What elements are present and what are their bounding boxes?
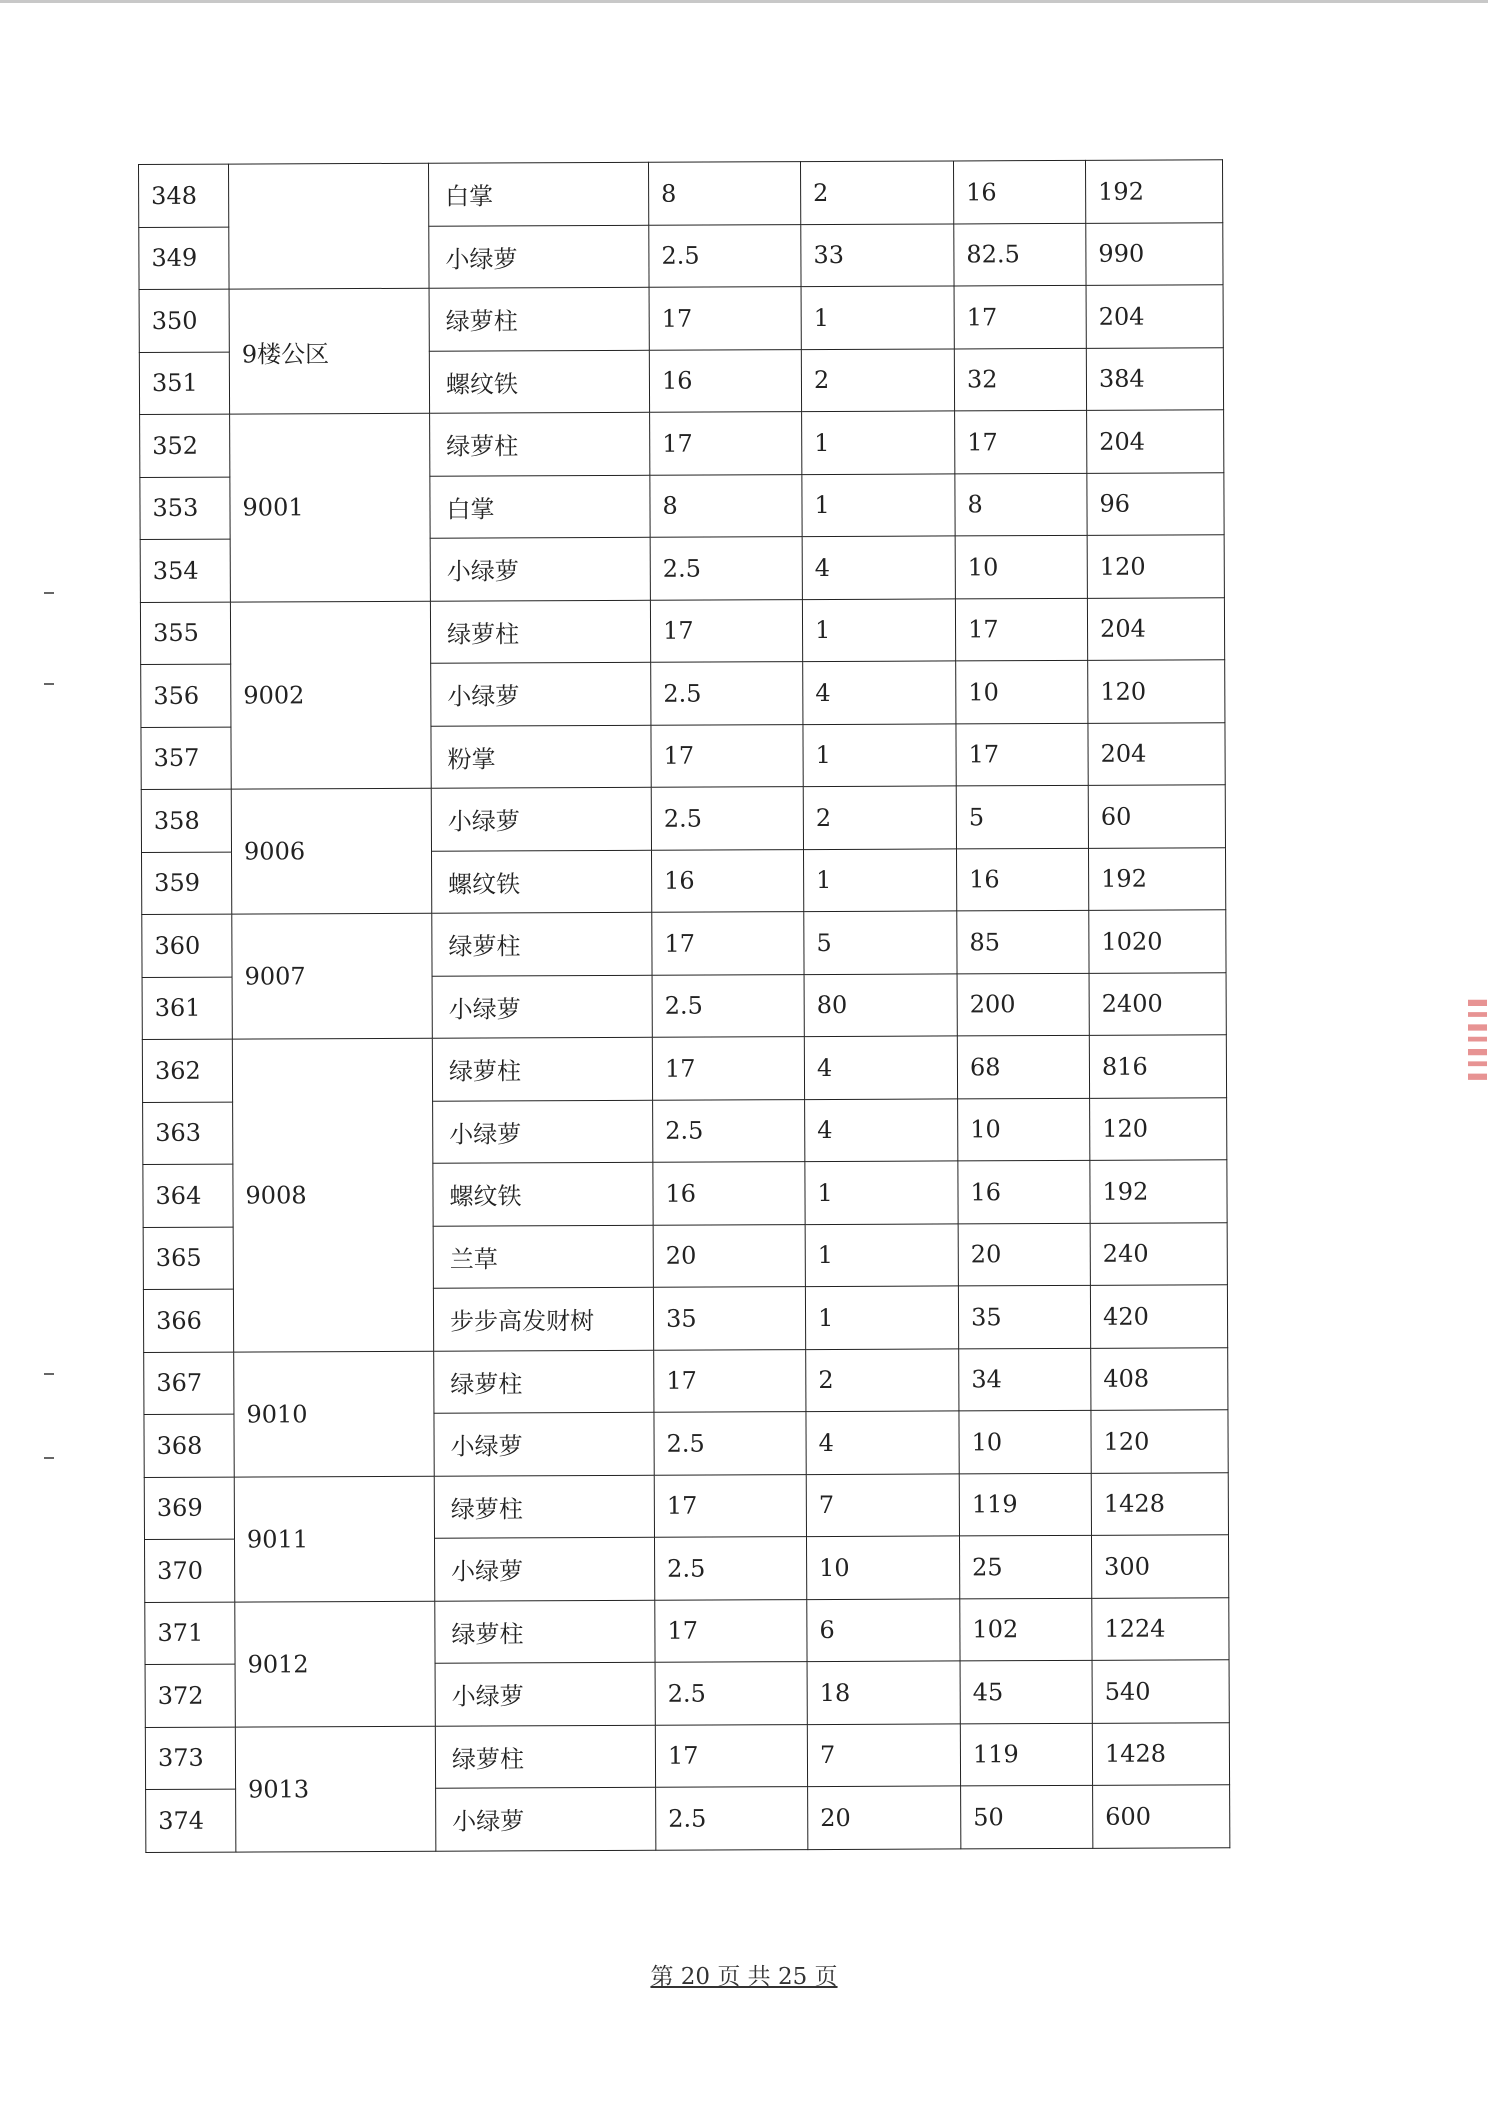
quantity-cell: 10 [806,1536,959,1599]
table-row [142,1035,1226,1102]
subtotal-cell: 85 [957,910,1089,973]
unit-price-cell: 17 [650,412,802,475]
quantity-cell: 4 [802,536,955,599]
subtotal-cell: 25 [959,1535,1091,1598]
row-number-cell: 368 [144,1414,234,1477]
quantity-cell: 4 [805,1098,958,1161]
plant-name-cell: 绿萝柱 [434,1475,654,1538]
row-number-cell: 358 [141,789,231,852]
subtotal-cell: 45 [960,1660,1092,1723]
table-body [139,160,1230,1852]
unit-price-cell: 16 [649,349,801,412]
location-cell [229,163,430,289]
table-row [140,597,1224,664]
subtotal-cell: 82.5 [954,223,1086,286]
row-number-cell: 351 [139,352,229,415]
plant-name-cell: 绿萝柱 [435,1600,655,1663]
subtotal-cell: 200 [957,973,1089,1036]
annual-total-cell: 540 [1092,1660,1229,1723]
row-number-cell: 354 [140,539,230,602]
table-row [144,1347,1228,1414]
binding-mark [44,1373,54,1375]
plant-name-cell: 小绿萝 [430,537,650,600]
plant-rental-table [138,159,1230,1852]
unit-price-cell: 2.5 [651,787,803,850]
quantity-cell: 20 [808,1786,961,1849]
unit-price-cell: 20 [653,1224,805,1287]
table-row [139,160,1223,227]
row-number-cell: 355 [140,602,230,665]
plant-name-cell: 绿萝柱 [432,1037,652,1100]
subtotal-cell: 17 [956,723,1088,786]
plant-name-cell: 白掌 [430,475,650,538]
quantity-cell: 2 [806,1348,959,1411]
table-row [140,410,1224,477]
annual-total-cell: 96 [1087,472,1224,535]
row-number-cell: 353 [140,477,230,540]
unit-price-cell: 16 [651,849,803,912]
page-footer [0,1958,1488,1991]
row-number-cell: 360 [142,914,232,977]
row-number-cell: 365 [143,1227,233,1290]
binding-mark [44,592,54,594]
location-cell: 9007 [232,913,433,1039]
table-row [145,1597,1229,1664]
location-cell: 9001 [230,413,431,601]
row-number-cell: 374 [146,1789,236,1852]
annual-total-cell: 990 [1086,222,1223,285]
quantity-cell: 2 [801,348,954,411]
subtotal-cell: 10 [959,1410,1091,1473]
seal-stamp-fragment: ▌▍▌▍▌▍▌ [1468,1000,1487,1087]
unit-price-cell: 17 [654,1349,806,1412]
row-number-cell: 367 [144,1352,234,1415]
unit-price-cell: 2.5 [656,1787,808,1850]
table-row [144,1472,1228,1539]
location-cell: 9011 [234,1476,435,1602]
row-number-cell: 372 [145,1664,235,1727]
subtotal-cell: 34 [959,1348,1091,1411]
plant-name-cell: 螺纹铁 [433,1162,653,1225]
row-number-cell: 352 [140,414,230,477]
unit-price-cell: 2.5 [649,224,801,287]
quantity-cell: 1 [802,411,955,474]
quantity-cell: 7 [807,1723,960,1786]
quantity-cell: 1 [805,1286,958,1349]
subtotal-cell: 32 [954,348,1086,411]
row-number-cell: 369 [144,1477,234,1540]
unit-price-cell: 2.5 [653,1099,805,1162]
annual-total-cell: 816 [1089,1035,1226,1098]
quantity-cell: 2 [803,786,956,849]
unit-price-cell: 17 [652,1037,804,1100]
annual-total-cell: 240 [1090,1222,1227,1285]
quantity-cell: 1 [802,598,955,661]
table-row [145,1722,1229,1789]
unit-price-cell: 2.5 [654,1537,806,1600]
quantity-cell: 5 [804,911,957,974]
unit-price-cell: 16 [653,1162,805,1225]
annual-total-cell: 120 [1090,1097,1227,1160]
subtotal-cell: 119 [959,1473,1091,1536]
unit-price-cell: 17 [655,1599,807,1662]
location-cell: 9010 [234,1351,435,1477]
row-number-cell: 366 [143,1289,233,1352]
annual-total-cell: 408 [1091,1347,1228,1410]
subtotal-cell: 35 [958,1285,1090,1348]
subtotal-cell: 8 [955,473,1087,536]
subtotal-cell: 10 [955,535,1087,598]
annual-total-cell: 120 [1087,535,1224,598]
subtotal-cell: 17 [955,410,1087,473]
unit-price-cell: 35 [653,1287,805,1350]
location-cell: 9002 [230,601,431,789]
annual-total-cell: 60 [1088,785,1225,848]
unit-price-cell: 8 [650,474,802,537]
subtotal-cell: 16 [956,848,1088,911]
row-number-cell: 350 [139,289,229,352]
annual-total-cell: 1224 [1092,1597,1229,1660]
quantity-cell: 6 [807,1598,960,1661]
annual-total-cell: 204 [1086,285,1223,348]
quantity-cell: 1 [805,1161,958,1224]
unit-price-cell: 2.5 [651,662,803,725]
quantity-cell: 33 [801,223,954,286]
plant-name-cell: 小绿萝 [435,1662,655,1725]
plant-name-cell: 绿萝柱 [434,1350,654,1413]
annual-total-cell: 384 [1086,347,1223,410]
binding-mark [44,1457,54,1459]
annual-total-cell: 1428 [1092,1722,1229,1785]
plant-name-cell: 小绿萝 [434,1412,654,1475]
plant-name-cell: 小绿萝 [431,787,651,850]
plant-name-cell: 螺纹铁 [431,850,651,913]
row-number-cell: 362 [142,1039,232,1102]
binding-mark [44,683,54,685]
row-number-cell: 349 [139,227,229,290]
row-number-cell: 370 [145,1539,235,1602]
annual-total-cell: 120 [1091,1410,1228,1473]
plant-name-cell: 小绿萝 [432,975,652,1038]
annual-total-cell: 204 [1087,410,1224,473]
annual-total-cell: 192 [1088,847,1225,910]
annual-total-cell: 1020 [1089,910,1226,973]
row-number-cell: 361 [142,977,232,1040]
unit-price-cell: 17 [651,724,803,787]
plant-name-cell: 绿萝柱 [432,912,652,975]
plant-name-cell: 绿萝柱 [430,412,650,475]
quantity-cell: 4 [803,661,956,724]
plant-name-cell: 绿萝柱 [430,600,650,663]
annual-total-cell: 204 [1087,597,1224,660]
row-number-cell: 356 [141,664,231,727]
plant-name-cell: 绿萝柱 [429,287,649,350]
row-number-cell: 348 [139,164,229,227]
unit-price-cell: 2.5 [655,1662,807,1725]
location-cell: 9楼公区 [229,288,430,414]
plant-name-cell: 白掌 [428,162,648,225]
annual-total-cell: 420 [1090,1285,1227,1348]
plant-name-cell: 小绿萝 [436,1787,656,1850]
plant-name-cell: 小绿萝 [434,1537,654,1600]
plant-name-cell: 小绿萝 [429,225,649,288]
plant-name-cell: 小绿萝 [433,1100,653,1163]
subtotal-cell: 16 [953,160,1085,223]
subtotal-cell: 102 [960,1598,1092,1661]
location-cell: 9008 [232,1038,433,1351]
quantity-cell: 1 [801,286,954,349]
annual-total-cell: 1428 [1091,1472,1228,1535]
quantity-cell: 80 [804,973,957,1036]
quantity-cell: 7 [806,1473,959,1536]
subtotal-cell: 17 [954,285,1086,348]
table-row [142,910,1226,977]
annual-total-cell: 192 [1085,160,1222,223]
unit-price-cell: 2.5 [650,537,802,600]
subtotal-cell: 16 [958,1160,1090,1223]
page-number-label: 第 20 页 共 25 页 [650,1964,838,1990]
annual-total-cell: 192 [1090,1160,1227,1223]
plant-name-cell: 兰草 [433,1225,653,1288]
location-cell: 9012 [235,1601,436,1727]
unit-price-cell: 2.5 [652,974,804,1037]
unit-price-cell: 17 [654,1474,806,1537]
quantity-cell: 4 [806,1411,959,1474]
table-row [139,285,1223,352]
subtotal-cell: 119 [960,1723,1092,1786]
plant-name-cell: 绿萝柱 [435,1725,655,1788]
quantity-cell: 1 [803,723,956,786]
row-number-cell: 359 [142,852,232,915]
scan-top-edge [0,0,1488,3]
quantity-cell: 1 [802,473,955,536]
annual-total-cell: 120 [1088,660,1225,723]
table-row [141,785,1225,852]
plant-name-cell: 小绿萝 [431,662,651,725]
annual-total-cell: 300 [1091,1535,1228,1598]
annual-total-cell: 600 [1093,1785,1230,1848]
subtotal-cell: 50 [961,1785,1093,1848]
subtotal-cell: 10 [956,660,1088,723]
subtotal-cell: 17 [955,598,1087,661]
row-number-cell: 373 [145,1727,235,1790]
quantity-cell: 4 [804,1036,957,1099]
location-cell: 9006 [231,788,432,914]
row-number-cell: 357 [141,727,231,790]
plant-name-cell: 步步高发财树 [433,1287,653,1350]
unit-price-cell: 17 [652,912,804,975]
row-number-cell: 363 [143,1102,233,1165]
row-number-cell: 364 [143,1164,233,1227]
unit-price-cell: 2.5 [654,1412,806,1475]
row-number-cell: 371 [145,1602,235,1665]
subtotal-cell: 10 [958,1098,1090,1161]
annual-total-cell: 204 [1088,722,1225,785]
quantity-cell: 1 [803,848,956,911]
quantity-cell: 2 [800,161,953,224]
quantity-cell: 18 [807,1661,960,1724]
plant-name-cell: 螺纹铁 [429,350,649,413]
subtotal-cell: 68 [957,1035,1089,1098]
annual-total-cell: 2400 [1089,972,1226,1035]
unit-price-cell: 8 [648,162,800,225]
subtotal-cell: 20 [958,1223,1090,1286]
location-cell: 9013 [235,1726,436,1852]
plant-name-cell: 粉掌 [431,725,651,788]
unit-price-cell: 17 [655,1724,807,1787]
subtotal-cell: 5 [956,785,1088,848]
unit-price-cell: 17 [649,287,801,350]
unit-price-cell: 17 [650,599,802,662]
quantity-cell: 1 [805,1223,958,1286]
